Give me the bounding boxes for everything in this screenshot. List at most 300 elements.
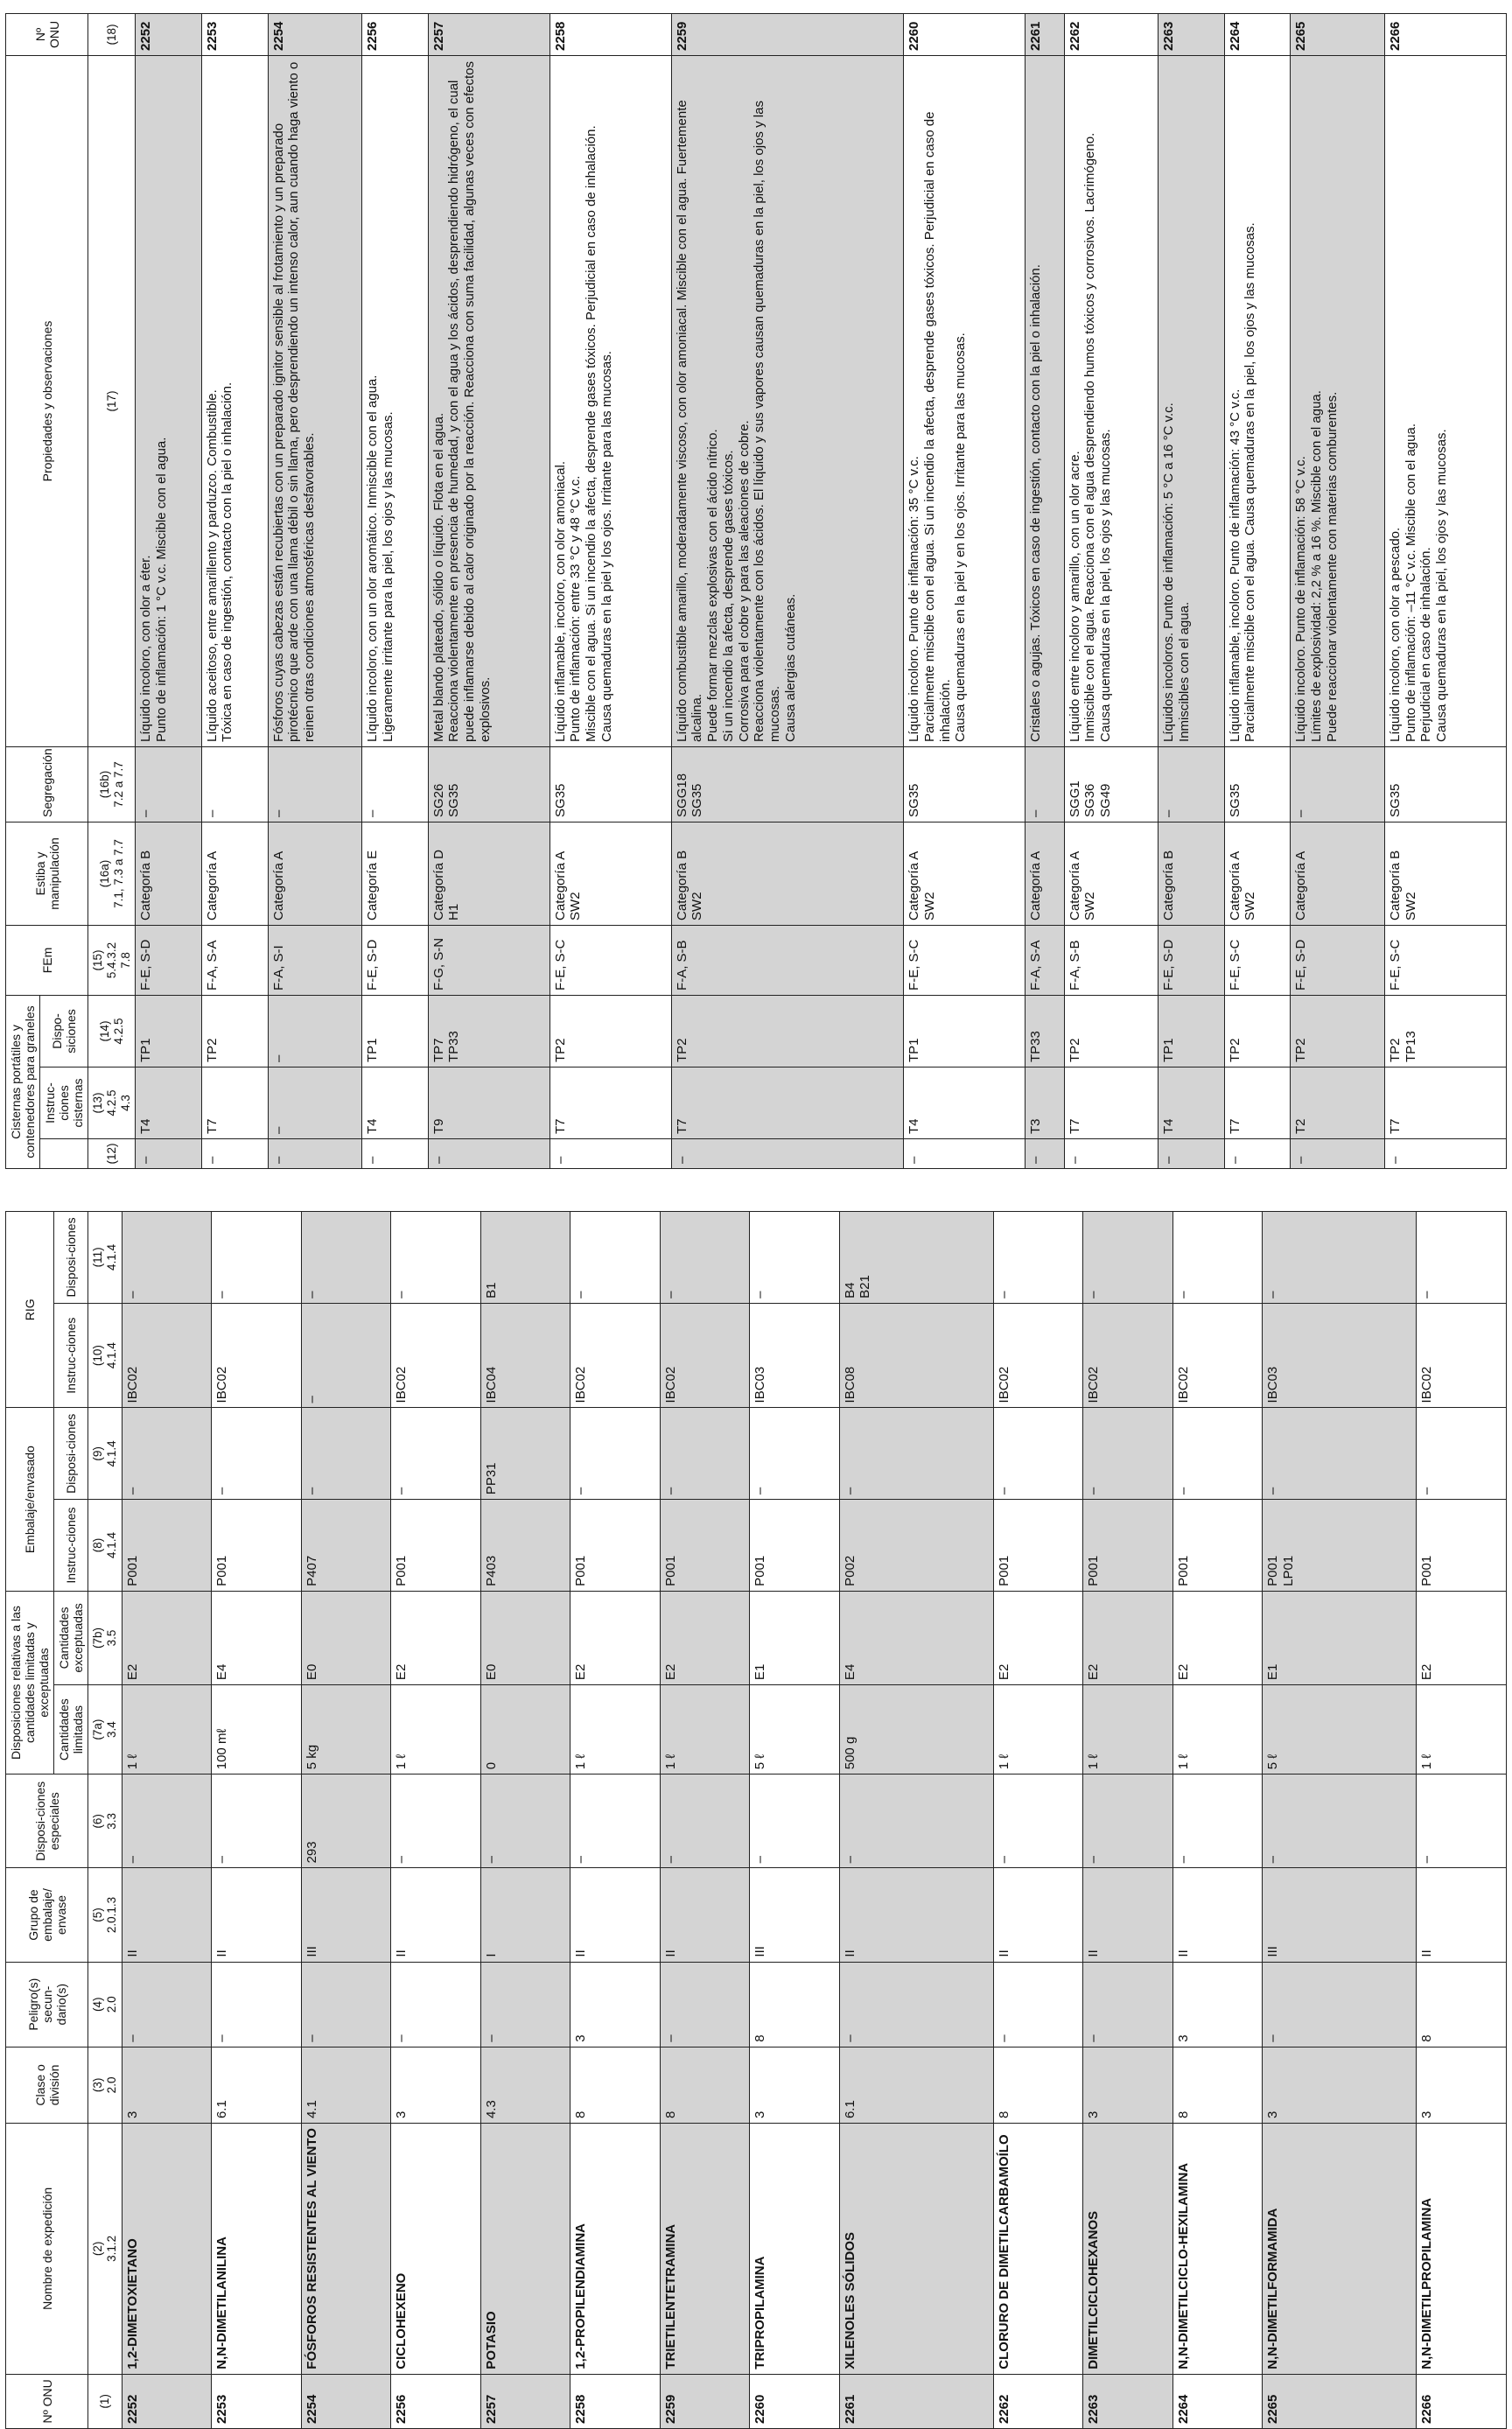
limited-quantity-cell: 1 ℓ	[122, 1685, 212, 1774]
table-row	[1026, 13, 1064, 1168]
subsidiary-hazard-cell: –	[993, 1962, 1083, 2047]
un-number-cell: 2264	[1172, 2374, 1263, 2428]
ibc-provision-cell: B4 B21	[839, 1212, 993, 1304]
tank-instruction-cell: T7	[1384, 1068, 1506, 1139]
tank-instruction-cell: T4	[1158, 1068, 1224, 1139]
shipping-name-cell: DIMETILCICLOHEXANOS	[1083, 2124, 1173, 2375]
table-row	[268, 13, 361, 1168]
stowage-cell: Categoría A SW2	[904, 822, 1026, 925]
right-page-panel	[0, 14, 1512, 1169]
segregation-cell: –	[136, 746, 202, 822]
un-number-cell: 2253	[212, 2374, 302, 2428]
ibc-provision-cell: –	[1083, 1212, 1173, 1304]
ibc-provision-cell: –	[122, 1212, 212, 1304]
packing-instruction-cell: P001	[1172, 1500, 1263, 1592]
segregation-cell: SGG1 SG36 SG49	[1064, 746, 1158, 822]
stowage-cell: Categoría A	[1026, 822, 1064, 925]
left-page-panel	[0, 1211, 1512, 2429]
un-number-cell: 2260	[750, 2374, 840, 2428]
table-row	[1158, 13, 1224, 1168]
tank-instruction-cell: T4	[904, 1068, 1026, 1139]
table-row	[1172, 1212, 1263, 2429]
shipping-name-cell: TRIETILENTETRAMINA	[660, 2124, 750, 2375]
tank-provision-cell: TP1	[904, 995, 1026, 1067]
ibc-provision-cell: –	[212, 1212, 302, 1304]
ibc-provision-cell: –	[1172, 1212, 1263, 1304]
header-ibc-instructions: Instruc-ciones	[54, 1303, 88, 1408]
table-row	[136, 13, 202, 1168]
table-row	[391, 1212, 481, 2429]
header-class: Clase o división	[6, 2047, 88, 2123]
header-ibc-provisions: Disposi-ciones	[54, 1212, 88, 1304]
properties-cell: Fósforos cuyas cabezas están recubiertas con un preparado ignitor sensible al frotamiento y un preparado pirotécnico que arde con una llama débil o sin llama, pero desprendiendo un intenso calor, aun cuando haga viento o reinen otras condiciones atmosféricas desfavorables.	[268, 55, 361, 746]
properties-cell: Líquido combustible amarillo, moderadamente viscoso, con olor amoniacal. Miscible con el agua. Fuertemente alcalina. Puede formar mezclas explosivas con el ácido nítrico. Si un incendio la afecta, desprende gases tóxicos. Corrosiva para el cobre y para las aleaciones de cobre. Reacciona violentamente con los ácidos. El líquido y sus vapores causan quemaduras en la piel, los ojos y las mucosas. Causa alergias cutáneas.	[671, 55, 904, 746]
colnum-8: (8) 4.1.4	[88, 1500, 122, 1592]
special-provisions-cell: –	[750, 1774, 840, 1868]
ems-cell: F-A, S-A	[201, 925, 268, 995]
stowage-cell: Categoría A	[1291, 822, 1384, 925]
class-cell: 8	[993, 2047, 1083, 2123]
stowage-cell: Categoría B	[1158, 822, 1224, 925]
limited-quantity-cell: 5 kg	[301, 1685, 391, 1774]
shipping-name-cell: POTASIO	[480, 2124, 570, 2375]
special-provisions-cell: –	[1083, 1774, 1173, 1868]
ibc-instruction-cell: IBC03	[750, 1303, 840, 1408]
ibc-provision-cell: –	[301, 1212, 391, 1304]
class-cell: 4.1	[301, 2047, 391, 2123]
stowage-cell: Categoría A	[201, 822, 268, 925]
packing-instruction-cell: P001	[212, 1500, 302, 1592]
shipping-name-cell: N,N-DIMETILCICLO-HEXILAMINA	[1172, 2124, 1263, 2375]
packing-instruction-cell: P001	[391, 1500, 481, 1592]
header-tank-group: Cisternas portátiles y contenedores para graneles	[6, 995, 40, 1168]
header-packing-instructions: Instruc-ciones	[54, 1500, 88, 1592]
shipping-name-cell: 1,2-PROPILENDIAMINA	[570, 2124, 661, 2375]
packing-group-cell: III	[1263, 1868, 1417, 1962]
special-provisions-cell: –	[993, 1774, 1083, 1868]
segregation-cell: SGG18 SG35	[671, 746, 904, 822]
table-row	[1417, 1212, 1507, 2429]
table-row	[122, 1212, 212, 2429]
un-number-cell: 2254	[301, 2374, 391, 2428]
un-number-cell: 2254	[268, 13, 361, 55]
subsidiary-hazard-cell: –	[839, 1962, 993, 2047]
packing-group-cell: II	[1417, 1868, 1507, 1962]
un-number-cell: 2258	[550, 13, 671, 55]
segregation-cell: SG26 SG35	[428, 746, 550, 822]
table-row	[1224, 13, 1291, 1168]
subsidiary-hazard-cell: 3	[570, 1962, 661, 2047]
col12-cell: –	[1026, 1139, 1064, 1169]
packing-provision-cell: PP31	[480, 1408, 570, 1500]
header-col12-blank	[40, 1139, 88, 1169]
tank-provision-cell: TP2	[201, 995, 268, 1067]
colnum-18: (18)	[88, 13, 136, 55]
un-number-cell: 2253	[201, 13, 268, 55]
packing-group-cell: I	[480, 1868, 570, 1962]
right-table-body	[136, 13, 1507, 1168]
segregation-cell: SG35	[904, 746, 1026, 822]
col12-cell: –	[671, 1139, 904, 1169]
tank-instruction-cell: T4	[136, 1068, 202, 1139]
packing-provision-cell: –	[750, 1408, 840, 1500]
col12-cell: –	[1158, 1139, 1224, 1169]
ems-cell: F-A, S-B	[671, 925, 904, 995]
tank-instruction-cell: T7	[671, 1068, 904, 1139]
ems-cell: F-E, S-D	[361, 925, 428, 995]
limited-quantity-cell: 5 ℓ	[750, 1685, 840, 1774]
packing-provision-cell: –	[1083, 1408, 1173, 1500]
ibc-instruction-cell: IBC04	[480, 1303, 570, 1408]
ibc-instruction-cell: IBC02	[570, 1303, 661, 1408]
colnum-2: (2) 3.1.2	[88, 2124, 122, 2375]
segregation-cell: SG35	[1224, 746, 1291, 822]
table-row	[428, 13, 550, 1168]
class-cell: 6.1	[212, 2047, 302, 2123]
class-cell: 4.3	[480, 2047, 570, 2123]
shipping-name-cell: N,N-DIMETILANILINA	[212, 2124, 302, 2375]
segregation-cell: –	[1158, 746, 1224, 822]
colnum-12: (12)	[88, 1139, 136, 1169]
class-cell: 6.1	[839, 2047, 993, 2123]
subsidiary-hazard-cell: 8	[1417, 1962, 1507, 2047]
col12-cell: –	[550, 1139, 671, 1169]
tank-instruction-cell: T7	[201, 1068, 268, 1139]
ibc-provision-cell: –	[660, 1212, 750, 1304]
packing-instruction-cell: P001	[660, 1500, 750, 1592]
table-row	[550, 13, 671, 1168]
packing-instruction-cell: P001	[993, 1500, 1083, 1592]
packing-instruction-cell: P002	[839, 1500, 993, 1592]
segregation-cell: –	[1026, 746, 1064, 822]
excepted-quantity-cell: E1	[750, 1591, 840, 1684]
special-provisions-cell: –	[570, 1774, 661, 1868]
colnum-16a: (16a) 7.1, 7.3 a 7.7	[88, 822, 136, 925]
ems-cell: F-A, S-B	[1064, 925, 1158, 995]
excepted-quantity-cell: E2	[1083, 1591, 1173, 1684]
segregation-cell: –	[201, 746, 268, 822]
tank-provision-cell: TP1	[1158, 995, 1224, 1067]
ibc-provision-cell: –	[570, 1212, 661, 1304]
packing-provision-cell: –	[839, 1408, 993, 1500]
packing-provision-cell: –	[1172, 1408, 1263, 1500]
header-special-provisions: Disposi-ciones especiales	[6, 1774, 88, 1868]
limited-quantity-cell: 1 ℓ	[391, 1685, 481, 1774]
dangerous-goods-list-right	[5, 13, 1507, 1169]
colnum-7b: (7b) 3.5	[88, 1591, 122, 1684]
limited-quantity-cell: 1 ℓ	[1417, 1685, 1507, 1774]
un-number-cell: 2265	[1291, 13, 1384, 55]
un-number-cell: 2257	[480, 2374, 570, 2428]
colnum-6: (6) 3.3	[88, 1774, 122, 1868]
excepted-quantity-cell: E2	[1417, 1591, 1507, 1684]
properties-cell: Líquido incoloro. Punto de inflamación: 35 °C v.c. Parcialmente miscible con el agua. Si un incendio la afecta, desprende gases tóxicos. Perjudicial en caso de inhalación. Causa quemaduras en la piel y en los ojos. Irritante para las mucosas.	[904, 55, 1026, 746]
table-row	[1291, 13, 1384, 1168]
tank-instruction-cell: T7	[1064, 1068, 1158, 1139]
class-cell: 3	[1083, 2047, 1173, 2123]
un-number-cell: 2263	[1083, 2374, 1173, 2428]
packing-group-cell: II	[391, 1868, 481, 1962]
header-limited-quantities: Cantidades limitadas	[54, 1685, 88, 1774]
limited-quantity-cell: 1 ℓ	[570, 1685, 661, 1774]
packing-group-cell: II	[839, 1868, 993, 1962]
shipping-name-cell: CLORURO DE DIMETILCARBAMOÍLO	[993, 2124, 1083, 2375]
limited-quantity-cell: 1 ℓ	[993, 1685, 1083, 1774]
stowage-cell: Categoría E	[361, 822, 428, 925]
packing-provision-cell: –	[391, 1408, 481, 1500]
table-row	[201, 13, 268, 1168]
col12-cell: –	[361, 1139, 428, 1169]
header-shipping-name: Nombre de expedición	[6, 2124, 88, 2375]
ibc-provision-cell: –	[391, 1212, 481, 1304]
properties-cell: Líquido inflamable, incoloro. Punto de inflamación: 43 °C v.c. Parcialmente miscible con el agua. Causa quemaduras en la piel, los ojos y las mucosas.	[1224, 55, 1291, 746]
tank-provision-cell: TP2	[671, 995, 904, 1067]
shipping-name-cell: XILENOLES SÓLIDOS	[839, 2124, 993, 2375]
un-number-cell: 2257	[428, 13, 550, 55]
col12-cell: –	[268, 1139, 361, 1169]
subsidiary-hazard-cell: –	[212, 1962, 302, 2047]
special-provisions-cell: –	[1417, 1774, 1507, 1868]
limited-quantity-cell: 1 ℓ	[1083, 1685, 1173, 1774]
ems-cell: F-E, S-C	[1384, 925, 1506, 995]
tank-instruction-cell: T4	[361, 1068, 428, 1139]
ems-cell: F-E, S-C	[1224, 925, 1291, 995]
packing-instruction-cell: P001	[122, 1500, 212, 1592]
colnum-3: (3) 2.0	[88, 2047, 122, 2123]
header-ibc-group: RIG	[6, 1212, 54, 1408]
un-number-cell: 2256	[361, 13, 428, 55]
limited-quantity-cell: 500 g	[839, 1685, 993, 1774]
colnum-17: (17)	[88, 55, 136, 746]
tank-provision-cell: TP2	[1291, 995, 1384, 1067]
ems-cell: F-A, S-I	[268, 925, 361, 995]
header-un-no: Nº ONU	[6, 2374, 88, 2428]
tank-provision-cell: TP2	[1064, 995, 1158, 1067]
class-cell: 8	[570, 2047, 661, 2123]
properties-cell: Líquido entre incoloro y amarillo, con un olor acre. Inmiscible con el agua. Reacciona con el agua desprendiendo humos tóxicos y corrosivos. Lacrimógeno. Causa quemaduras en la piel, los ojos y las mucosas.	[1064, 55, 1158, 746]
properties-cell: Líquido incoloro. Punto de inflamación: 58 °C v.c. Límites de explosividad: 2,2 % a 16 %. Miscible con el agua. Puede reaccionar violentamente con materias comburentes.	[1291, 55, 1384, 746]
un-number-cell: 2261	[839, 2374, 993, 2428]
col12-cell: –	[1064, 1139, 1158, 1169]
table-row	[361, 13, 428, 1168]
packing-group-cell: II	[122, 1868, 212, 1962]
packing-instruction-cell: P001	[570, 1500, 661, 1592]
un-number-cell: 2260	[904, 13, 1026, 55]
packing-group-cell: II	[1172, 1868, 1263, 1962]
subsidiary-hazard-cell: –	[660, 1962, 750, 2047]
col12-cell: –	[1384, 1139, 1506, 1169]
table-row	[212, 1212, 302, 2429]
packing-provision-cell: –	[1417, 1408, 1507, 1500]
packing-group-cell: II	[212, 1868, 302, 1962]
tank-instruction-cell: T7	[550, 1068, 671, 1139]
table-row	[660, 1212, 750, 2429]
stowage-cell: Categoría D H1	[428, 822, 550, 925]
left-table-body	[122, 1212, 1507, 2429]
excepted-quantity-cell: E2	[391, 1591, 481, 1684]
packing-group-cell: III	[301, 1868, 391, 1962]
special-provisions-cell: –	[480, 1774, 570, 1868]
un-number-cell: 2261	[1026, 13, 1064, 55]
stowage-cell: Categoría A SW2	[1064, 822, 1158, 925]
tank-provision-cell: TP1	[361, 995, 428, 1067]
header-tank-instructions: Instruc-ciones cisternas	[40, 1068, 88, 1139]
packing-instruction-cell: P001	[1417, 1500, 1507, 1592]
shipping-name-cell: N,N-DIMETILPROPILAMINA	[1417, 2124, 1507, 2375]
tank-provision-cell: TP1	[136, 995, 202, 1067]
segregation-cell: SG35	[550, 746, 671, 822]
packing-instruction-cell: P001	[750, 1500, 840, 1592]
subsidiary-hazard-cell: –	[1083, 1962, 1173, 2047]
colnum-5: (5) 2.0.1.3	[88, 1868, 122, 1962]
table-row	[993, 1212, 1083, 2429]
un-number-cell: 2266	[1417, 2374, 1507, 2428]
packing-instruction-cell: P001	[1083, 1500, 1173, 1592]
limited-quantity-cell: 1 ℓ	[1172, 1685, 1263, 1774]
packing-instruction-cell: P407	[301, 1500, 391, 1592]
excepted-quantity-cell: E2	[122, 1591, 212, 1684]
ibc-instruction-cell: IBC02	[660, 1303, 750, 1408]
table-row	[1263, 1212, 1417, 2429]
limited-quantity-cell: 0	[480, 1685, 570, 1774]
ibc-instruction-cell: IBC02	[1083, 1303, 1173, 1408]
limited-quantity-cell: 1 ℓ	[660, 1685, 750, 1774]
shipping-name-cell: TRIPROPILAMINA	[750, 2124, 840, 2375]
packing-provision-cell: –	[122, 1408, 212, 1500]
un-number-cell: 2252	[122, 2374, 212, 2428]
table-row	[671, 13, 904, 1168]
properties-cell: Líquido incoloro, con olor a éter. Punto de inflamación: 1 °C v.c. Miscible con el agua.	[136, 55, 202, 746]
special-provisions-cell: –	[839, 1774, 993, 1868]
packing-provision-cell: –	[212, 1408, 302, 1500]
header-ems: FEm	[6, 925, 88, 995]
ibc-instruction-cell: –	[301, 1303, 391, 1408]
header-un-no-right: Nº ONU	[6, 13, 88, 55]
tank-instruction-cell: T9	[428, 1068, 550, 1139]
ems-cell: F-G, S-N	[428, 925, 550, 995]
shipping-name-cell: N,N-DIMETILFORMAMIDA	[1263, 2124, 1417, 2375]
tank-provision-cell: TP2	[1224, 995, 1291, 1067]
packing-group-cell: II	[1083, 1868, 1173, 1962]
excepted-quantity-cell: E0	[301, 1591, 391, 1684]
ibc-instruction-cell: IBC08	[839, 1303, 993, 1408]
table-row	[839, 1212, 993, 2429]
ibc-provision-cell: B1	[480, 1212, 570, 1304]
colnum-1: (1)	[88, 2374, 122, 2428]
special-provisions-cell: –	[660, 1774, 750, 1868]
excepted-quantity-cell: E2	[660, 1591, 750, 1684]
table-row	[1064, 13, 1158, 1168]
stowage-cell: Categoría A	[268, 822, 361, 925]
properties-cell: Líquido inflamable, incoloro, con olor amoniacal. Punto de inflamación: entre 33 °C y 48 °C v.c. Miscible con el agua. Si un incendio la afecta, desprende gases tóxicos. Perjudicial en caso de inhalación. Causa quemaduras en la piel y los ojos. Irritante para las mucosas.	[550, 55, 671, 746]
excepted-quantity-cell: E4	[212, 1591, 302, 1684]
segregation-cell: –	[1291, 746, 1384, 822]
ibc-instruction-cell: IBC02	[1172, 1303, 1263, 1408]
ems-cell: F-A, S-A	[1026, 925, 1064, 995]
ibc-instruction-cell: IBC03	[1263, 1303, 1417, 1408]
ibc-instruction-cell: IBC02	[122, 1303, 212, 1408]
class-cell: 3	[1263, 2047, 1417, 2123]
properties-cell: Líquido aceitoso, entre amarillento y parduzco. Combustible. Tóxica en caso de ingestión, contacto con la piel o inhalación.	[201, 55, 268, 746]
header-stowage: Estiba y manipulación	[6, 822, 88, 925]
table-row	[1083, 1212, 1173, 2429]
properties-cell: Líquido incoloro, con olor a pescado. Punto de inflamación: –11 °C v.c. Miscible con el agua. Perjudicial en caso de inhalación. Causa quemaduras en la piel, los ojos y las mucosas.	[1384, 55, 1506, 746]
excepted-quantity-cell: E2	[1172, 1591, 1263, 1684]
stowage-cell: Categoría B SW2	[1384, 822, 1506, 925]
stowage-cell: Categoría B SW2	[671, 822, 904, 925]
special-provisions-cell: –	[1172, 1774, 1263, 1868]
subsidiary-hazard-cell: –	[1263, 1962, 1417, 2047]
ibc-provision-cell: –	[1417, 1212, 1507, 1304]
packing-instruction-cell: P403	[480, 1500, 570, 1592]
class-cell: 3	[750, 2047, 840, 2123]
header-segregation: Segregación	[6, 746, 88, 822]
tank-provision-cell: TP2 TP13	[1384, 995, 1506, 1067]
tank-provision-cell: TP2	[550, 995, 671, 1067]
ibc-provision-cell: –	[993, 1212, 1083, 1304]
special-provisions-cell: –	[1263, 1774, 1417, 1868]
stowage-cell: Categoría A SW2	[1224, 822, 1291, 925]
table-row	[750, 1212, 840, 2429]
properties-cell: Metal blando plateado, sólido o líquido. Flota en el agua. Reacciona violentamente en presencia de humedad, y con el agua y los ácidos, desprendiendo hidrógeno, el cual puede inflamarse debido al calor originado por la reacción. Reacciona con suma facilidad, algunas veces con efectos explosivos.	[428, 55, 550, 746]
subsidiary-hazard-cell: 3	[1172, 1962, 1263, 2047]
class-cell: 8	[660, 2047, 750, 2123]
col12-cell: –	[428, 1139, 550, 1169]
stowage-cell: Categoría B	[136, 822, 202, 925]
col12-cell: –	[1224, 1139, 1291, 1169]
tank-instruction-cell: T2	[1291, 1068, 1384, 1139]
dangerous-goods-list-left	[5, 1211, 1507, 2429]
un-number-cell: 2263	[1158, 13, 1224, 55]
tank-provision-cell: TP33	[1026, 995, 1064, 1067]
table-row	[904, 13, 1026, 1168]
limited-quantity-cell: 5 ℓ	[1263, 1685, 1417, 1774]
colnum-10: (10) 4.1.4	[88, 1303, 122, 1408]
limited-quantity-cell: 100 mℓ	[212, 1685, 302, 1774]
packing-provision-cell: –	[993, 1408, 1083, 1500]
header-packing-group: Grupo de embalaje/ envase	[6, 1868, 88, 1962]
colnum-13: (13) 4.2.5 4.3	[88, 1068, 136, 1139]
packing-provision-cell: –	[570, 1408, 661, 1500]
stowage-cell: Categoría A SW2	[550, 822, 671, 925]
tank-provision-cell: TP7 TP33	[428, 995, 550, 1067]
segregation-cell: SG35	[1384, 746, 1506, 822]
properties-cell: Cristales o agujas. Tóxicos en caso de ingestión, contacto con la piel o inhalación.	[1026, 55, 1064, 746]
excepted-quantity-cell: E1	[1263, 1591, 1417, 1684]
ibc-instruction-cell: IBC02	[212, 1303, 302, 1408]
packing-provision-cell: –	[301, 1408, 391, 1500]
shipping-name-cell: FÓSFOROS RESISTENTES AL VIENTO	[301, 2124, 391, 2375]
un-number-cell: 2265	[1263, 2374, 1417, 2428]
special-provisions-cell: –	[122, 1774, 212, 1868]
tank-instruction-cell: –	[268, 1068, 361, 1139]
header-limited-excepted-group: Disposiciones relativas a las cantidades limitadas y exceptuadas	[6, 1591, 54, 1774]
tank-provision-cell: –	[268, 995, 361, 1067]
un-number-cell: 2264	[1224, 13, 1291, 55]
tank-instruction-cell: T7	[1224, 1068, 1291, 1139]
excepted-quantity-cell: E2	[570, 1591, 661, 1684]
ems-cell: F-E, S-D	[1291, 925, 1384, 995]
col12-cell: –	[201, 1139, 268, 1169]
col12-cell: –	[904, 1139, 1026, 1169]
un-number-cell: 2262	[1064, 13, 1158, 55]
excepted-quantity-cell: E2	[993, 1591, 1083, 1684]
header-tank-provisions: Dispo-siciones	[40, 995, 88, 1067]
un-number-cell: 2258	[570, 2374, 661, 2428]
subsidiary-hazard-cell: –	[301, 1962, 391, 2047]
subsidiary-hazard-cell: –	[391, 1962, 481, 2047]
ibc-instruction-cell: IBC02	[1417, 1303, 1507, 1408]
